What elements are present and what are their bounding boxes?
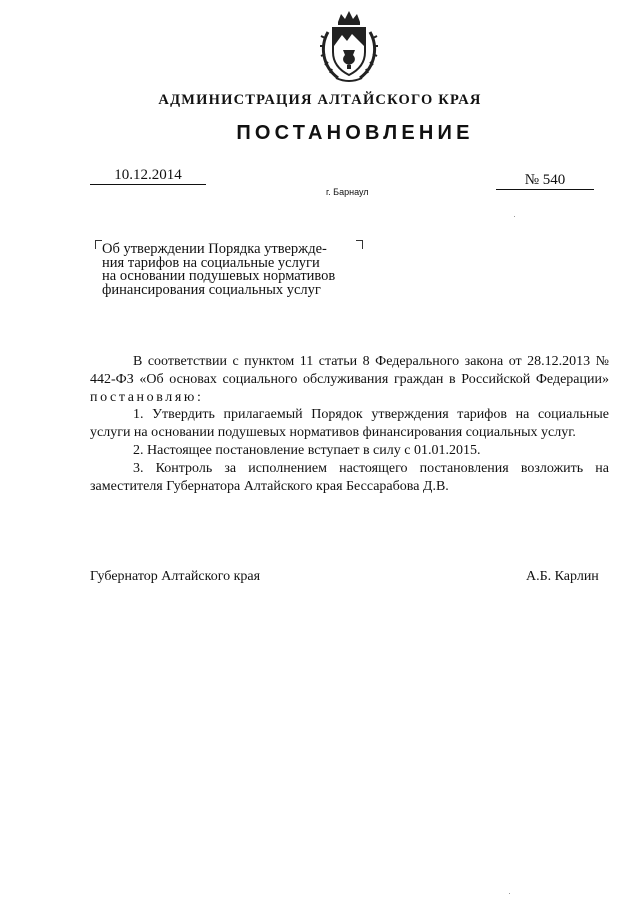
signer-name: А.Б. Карлин (526, 569, 599, 584)
subject-line: на основании подушевых нормативов (102, 268, 336, 284)
subject-line: финансирования социальных услуг (102, 281, 321, 298)
subject-line: ния тарифов на социальные услуги (102, 254, 320, 271)
document-number: № 540 (496, 171, 594, 190)
signer-title: Губернатор Алтайского края (90, 569, 261, 584)
scan-speck (509, 893, 510, 894)
preamble-paragraph (90, 353, 609, 406)
preamble-text: В соответствии с пунктом 11 статьи 8 Федерального закона от 28.12.2013 № 442-ФЗ «Об основах социального обслуживания граждан в Российской Федерации» (90, 354, 609, 387)
subject-line: Об утверждении Порядка утвержде- (102, 241, 327, 257)
document-date: 10.12.2014 (90, 166, 206, 185)
document-body (90, 353, 609, 495)
decree-word: постановляю: (90, 389, 204, 405)
decree-item: 1. Утвердить прилагаемый Порядок утверждения тарифов на социальные услуги на основании подушевых нормативов финансирования социальных услуг. (90, 407, 609, 441)
organization-name: АДМИНИСТРАЦИЯ АЛТАЙСКОГО КРАЯ (158, 92, 482, 108)
document-subject (102, 243, 358, 297)
decree-item: 3. Контроль за исполнением настоящего постановления возложить на заместителя Губернатора Алтайского края Бессарабова Д.В. (90, 460, 609, 494)
decree-item: 2. Настоящее постановление вступает в силу с 01.01.2015. (133, 442, 481, 458)
coat-of-arms-emblem (316, 8, 382, 86)
subject-corner-mark-left (95, 240, 102, 249)
city-of-issue: г. Барнаул (326, 187, 369, 197)
document-type-title: ПОСТАНОВЛЕНИЕ (236, 122, 474, 144)
scan-speck (514, 216, 515, 217)
